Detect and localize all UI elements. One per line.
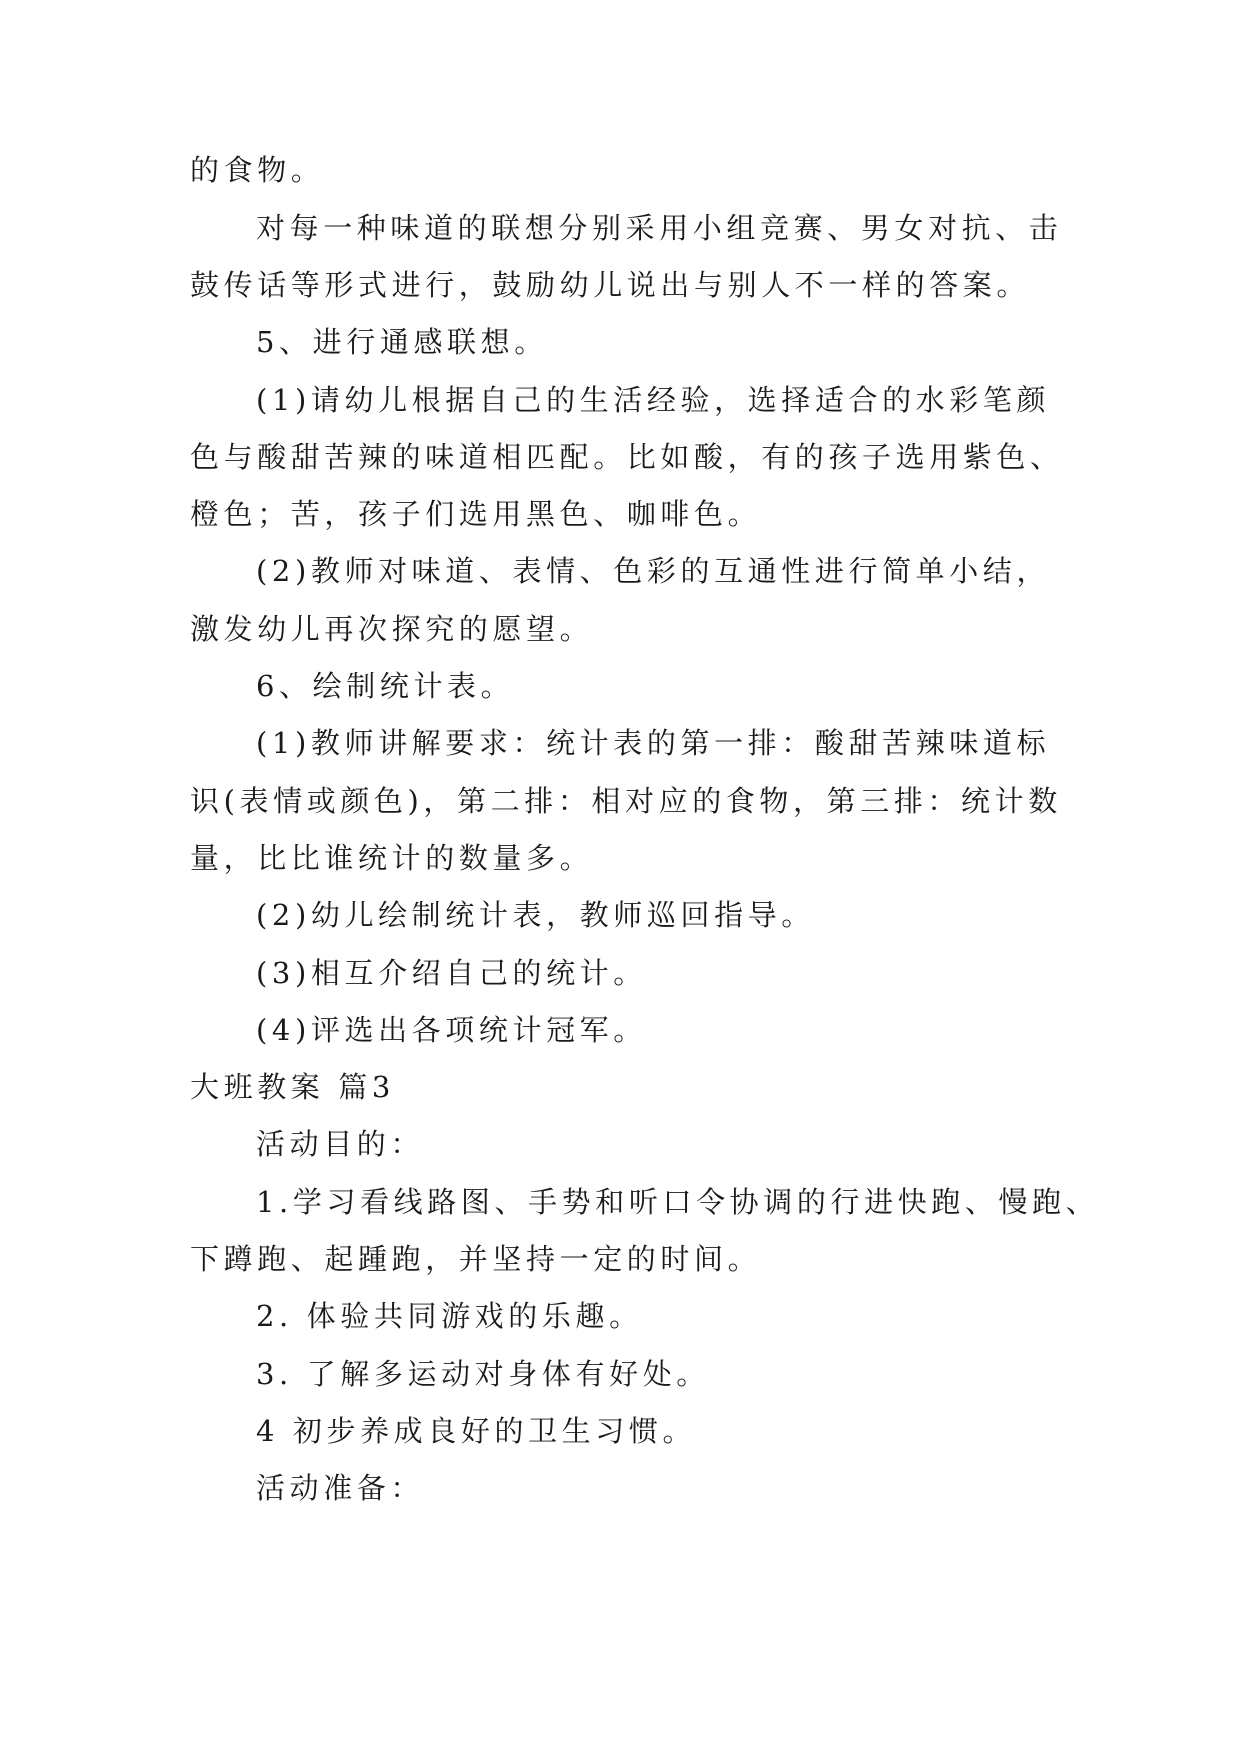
paragraph-line: 下蹲跑、起踵跑，并坚持一定的时间。 <box>190 1242 762 1276</box>
paragraph-line: 识(表情或颜色)，第二排：相对应的食物，第三排：统计数 <box>190 784 1062 818</box>
section-heading: 活动准备： <box>256 1471 425 1505</box>
paragraph-line: 橙色；苦，孩子们选用黑色、咖啡色。 <box>190 497 762 531</box>
paragraph-line: 激发幼儿再次探究的愿望。 <box>190 612 594 646</box>
paragraph-line: 4 初步养成良好的卫生习惯。 <box>256 1414 697 1448</box>
paragraph-line: 鼓传话等形式进行，鼓励幼儿说出与别人不一样的答案。 <box>190 268 1031 302</box>
paragraph-line: (1)教师讲解要求：统计表的第一排：酸甜苦辣味道标 <box>256 726 1051 760</box>
paragraph-line: 1.学习看线路图、手势和听口令协调的行进快跑、慢跑、 <box>256 1185 1100 1219</box>
paragraph-line: 3. 了解多运动对身体有好处。 <box>256 1357 710 1391</box>
paragraph-line: (3)相互介绍自己的统计。 <box>256 956 647 990</box>
paragraph-line: 2. 体验共同游戏的乐趣。 <box>256 1299 643 1333</box>
paragraph-line: 色与酸甜苦辣的味道相匹配。比如酸，有的孩子选用紫色、 <box>190 440 1064 474</box>
paragraph-line: (1)请幼儿根据自己的生活经验，选择适合的水彩笔颜 <box>256 383 1051 417</box>
paragraph-line: 量，比比谁统计的数量多。 <box>190 841 594 875</box>
paragraph-line: (2)幼儿绘制统计表，教师巡回指导。 <box>256 898 815 932</box>
section-heading: 活动目的： <box>256 1127 425 1161</box>
paragraph-line: (2)教师对味道、表情、色彩的互通性进行简单小结， <box>256 554 1051 588</box>
paragraph-line: (4)评选出各项统计冠军。 <box>256 1013 647 1047</box>
paragraph-line: 对每一种味道的联想分别采用小组竞赛、男女对抗、击 <box>256 211 1063 245</box>
section-heading: 6、绘制统计表。 <box>256 669 515 703</box>
section-heading: 5、进行通感联想。 <box>256 325 548 359</box>
paragraph-line: 的食物。 <box>190 153 325 187</box>
document-section-title: 大班教案 篇3 <box>190 1070 395 1104</box>
